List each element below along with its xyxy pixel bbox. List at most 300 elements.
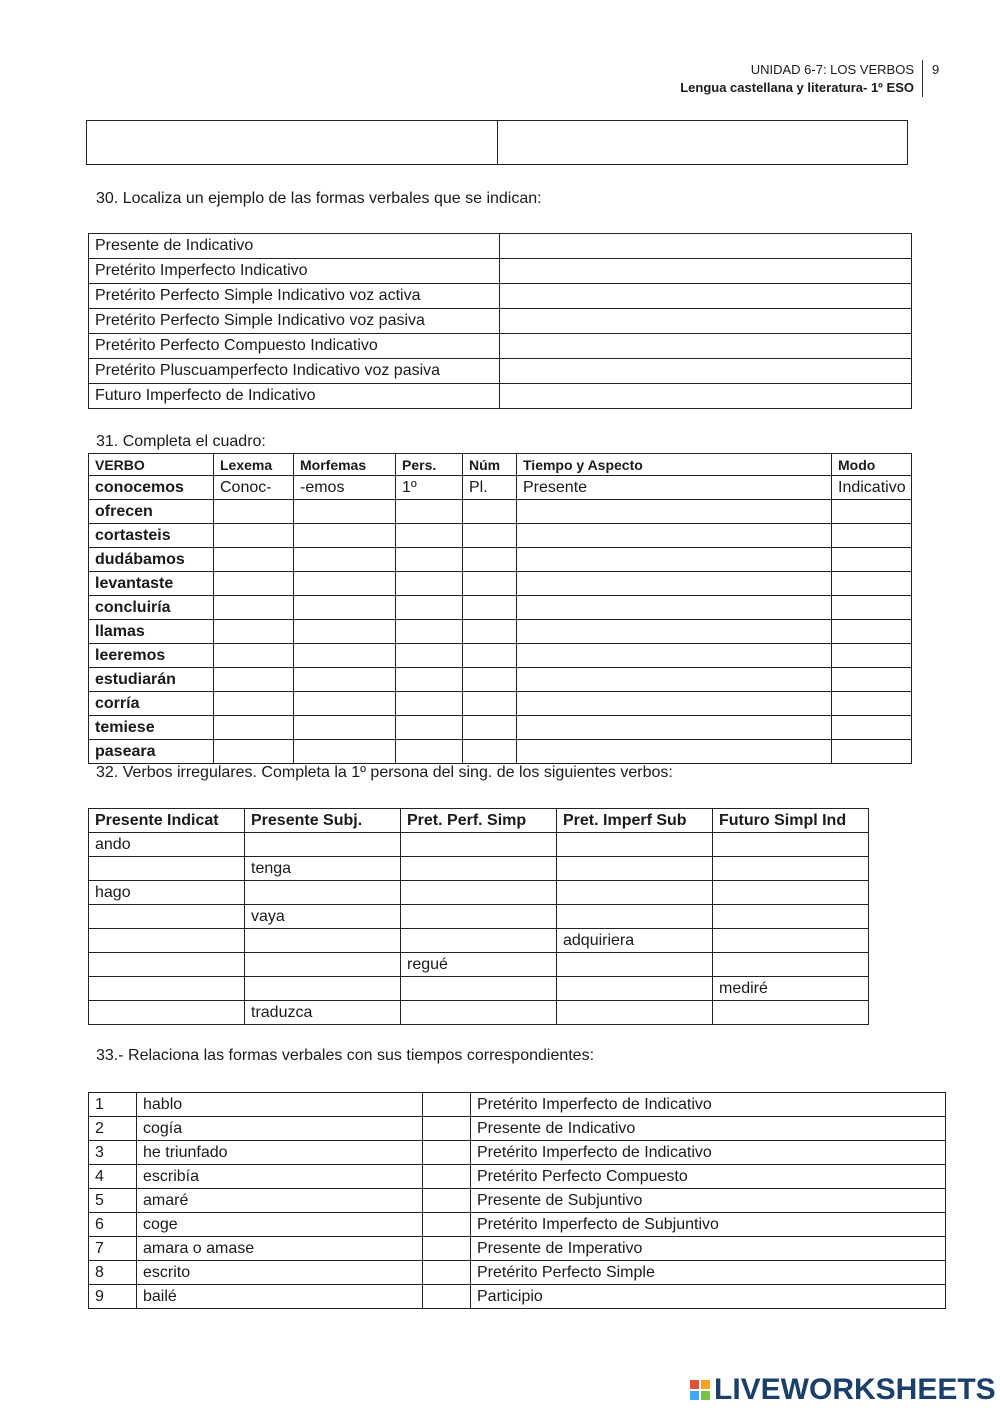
answer-input[interactable] [402, 503, 462, 521]
answer-cell[interactable] [396, 572, 463, 596]
answer-input[interactable] [402, 551, 462, 569]
answer-input[interactable] [300, 719, 395, 737]
answer-cell[interactable] [832, 596, 912, 620]
answer-input[interactable] [95, 1004, 244, 1022]
answer-input[interactable] [429, 1192, 470, 1210]
answer-input[interactable] [523, 551, 831, 569]
answer-input[interactable] [469, 503, 516, 521]
answer-cell[interactable] [463, 620, 517, 644]
answer-cell[interactable] [832, 740, 912, 764]
answer-input[interactable] [407, 932, 556, 950]
answer-input[interactable] [300, 527, 395, 545]
answer-cell[interactable] [463, 740, 517, 764]
answer-input[interactable] [402, 647, 462, 665]
column-header: Núm [463, 454, 517, 476]
answer-cell[interactable] [401, 1001, 557, 1025]
answer-input[interactable] [523, 623, 831, 641]
answer-input[interactable] [719, 908, 868, 926]
column-header: Modo [832, 454, 912, 476]
row-number: 1 [89, 1093, 137, 1117]
answer-cell[interactable] [557, 833, 713, 857]
verb-form: coge [137, 1213, 423, 1237]
answer-input[interactable] [838, 623, 911, 641]
verb-form: escribía [137, 1165, 423, 1189]
answer-input[interactable] [95, 908, 244, 926]
answer-cell[interactable] [832, 644, 912, 668]
answer-input[interactable] [220, 743, 293, 761]
answer-input[interactable] [407, 1004, 556, 1022]
answer-input[interactable] [838, 671, 911, 689]
answer-cell[interactable] [214, 716, 294, 740]
q30-title: 30. Localiza un ejemplo de las formas verbales que se indican: [96, 190, 542, 207]
answer-cell[interactable] [396, 740, 463, 764]
answer-input[interactable] [95, 956, 244, 974]
answer-input[interactable] [220, 623, 293, 641]
answer-input[interactable] [469, 719, 516, 737]
answer-cell[interactable] [396, 692, 463, 716]
table-row [89, 1261, 946, 1285]
answer-cell[interactable] [214, 500, 294, 524]
answer-input[interactable] [506, 262, 911, 280]
answer-cell[interactable] [401, 833, 557, 857]
column-header: Pret. Perf. Simp [401, 809, 557, 833]
column-header: Lexema [214, 454, 294, 476]
answer-input[interactable] [407, 980, 556, 998]
answer-cell[interactable] [214, 596, 294, 620]
column-header: Pers. [396, 454, 463, 476]
answer-input[interactable] [523, 743, 831, 761]
answer-cell[interactable] [401, 977, 557, 1001]
match-answer-cell[interactable] [423, 1213, 471, 1237]
answer-input[interactable] [95, 932, 244, 950]
answer-cell[interactable] [517, 716, 832, 740]
answer-input[interactable] [506, 287, 911, 305]
answer-cell[interactable] [713, 881, 869, 905]
answer-cell[interactable] [500, 384, 912, 409]
verb-cell: cortasteis [89, 524, 214, 548]
answer-cell[interactable] [463, 644, 517, 668]
verb-cell: concluiría [89, 596, 214, 620]
answer-input[interactable] [300, 695, 395, 713]
answer-cell[interactable] [713, 1001, 869, 1025]
answer-input[interactable] [506, 362, 911, 380]
answer-input[interactable] [469, 743, 516, 761]
answer-cell[interactable] [832, 548, 912, 572]
answer-cell[interactable] [294, 548, 396, 572]
answer-input[interactable] [469, 647, 516, 665]
answer-input[interactable] [523, 719, 831, 737]
verb-form: he triunfado [137, 1141, 423, 1165]
column-header: Morfemas [294, 454, 396, 476]
answer-cell[interactable] [500, 284, 912, 309]
answer-input[interactable] [523, 599, 831, 617]
match-answer-cell[interactable] [423, 1261, 471, 1285]
answer-input[interactable] [93, 134, 497, 152]
answer-cell[interactable] [463, 668, 517, 692]
answer-cell[interactable] [557, 1001, 713, 1025]
answer-cell[interactable] [517, 644, 832, 668]
match-answer-cell[interactable] [423, 1189, 471, 1213]
answer-input[interactable] [429, 1264, 470, 1282]
answer-input[interactable] [220, 599, 293, 617]
answer-cell[interactable] [396, 716, 463, 740]
table-row [89, 668, 912, 692]
answer-cell[interactable] [401, 905, 557, 929]
answer-cell[interactable] [463, 692, 517, 716]
table-header-row [89, 454, 912, 476]
answer-input[interactable] [523, 503, 831, 521]
answer-input[interactable] [838, 551, 911, 569]
answer-cell[interactable] [713, 953, 869, 977]
answer-cell[interactable] [245, 833, 401, 857]
given-verb-cell: vaya [245, 905, 401, 929]
answer-input[interactable] [402, 695, 462, 713]
verb-form: cogía [137, 1117, 423, 1141]
answer-input[interactable] [523, 671, 831, 689]
answer-cell[interactable] [832, 692, 912, 716]
answer-input[interactable] [251, 836, 400, 854]
answer-cell[interactable] [401, 929, 557, 953]
answer-cell[interactable] [214, 548, 294, 572]
answer-cell[interactable] [396, 644, 463, 668]
answer-cell[interactable] [463, 548, 517, 572]
answer-input[interactable] [563, 860, 712, 878]
answer-input[interactable] [523, 527, 831, 545]
answer-cell[interactable] [517, 596, 832, 620]
match-answer-cell[interactable] [423, 1093, 471, 1117]
table-row [89, 977, 869, 1001]
answer-input[interactable] [407, 836, 556, 854]
answer-input[interactable] [220, 647, 293, 665]
answer-cell[interactable] [517, 500, 832, 524]
verb-cell: dudábamos [89, 548, 214, 572]
answer-input[interactable] [429, 1168, 470, 1186]
answer-input[interactable] [506, 237, 911, 255]
answer-cell[interactable] [294, 668, 396, 692]
answer-cell[interactable] [517, 668, 832, 692]
answer-input[interactable] [251, 956, 400, 974]
answer-input[interactable] [563, 1004, 712, 1022]
answer-input[interactable] [300, 503, 395, 521]
answer-input[interactable] [523, 695, 831, 713]
column-header: Presente Indicat [89, 809, 245, 833]
answer-cell[interactable] [89, 857, 245, 881]
answer-cell[interactable] [396, 524, 463, 548]
answer-input[interactable] [719, 860, 868, 878]
row-number: 9 [89, 1285, 137, 1309]
answer-cell[interactable] [214, 668, 294, 692]
logo-text: LIVEWORKSHEETS [714, 1373, 996, 1406]
answer-cell[interactable] [396, 668, 463, 692]
example-cell: -emos [294, 476, 396, 500]
q33-title: 33.- Relaciona las formas verbales con sus tiempos correspondientes: [96, 1047, 595, 1064]
answer-input[interactable] [220, 527, 293, 545]
answer-cell[interactable] [832, 620, 912, 644]
answer-cell[interactable] [245, 881, 401, 905]
answer-input[interactable] [429, 1240, 470, 1258]
answer-cell[interactable] [517, 692, 832, 716]
answer-cell[interactable] [396, 596, 463, 620]
answer-cell[interactable] [214, 740, 294, 764]
answer-input[interactable] [719, 836, 868, 854]
answer-cell[interactable] [396, 500, 463, 524]
answer-input[interactable] [429, 1288, 470, 1306]
answer-cell[interactable] [89, 1001, 245, 1025]
column-header: VERBO [89, 454, 214, 476]
answer-input[interactable] [407, 884, 556, 902]
answer-input[interactable] [95, 860, 244, 878]
answer-input[interactable] [523, 647, 831, 665]
answer-cell[interactable] [89, 905, 245, 929]
answer-cell[interactable] [557, 857, 713, 881]
answer-input[interactable] [300, 647, 395, 665]
answer-input[interactable] [469, 671, 516, 689]
answer-input[interactable] [719, 1004, 868, 1022]
answer-input[interactable] [402, 719, 462, 737]
match-answer-cell[interactable] [423, 1165, 471, 1189]
answer-cell[interactable] [500, 259, 912, 284]
answer-cell[interactable] [401, 857, 557, 881]
table-row [89, 524, 912, 548]
tense-label: Pretérito Perfecto Simple [471, 1261, 946, 1285]
answer-input[interactable] [469, 599, 516, 617]
answer-cell[interactable] [557, 881, 713, 905]
answer-cell[interactable] [294, 596, 396, 620]
tense-label: Presente de Subjuntivo [471, 1189, 946, 1213]
answer-input[interactable] [220, 719, 293, 737]
answer-input[interactable] [523, 575, 831, 593]
answer-cell[interactable] [214, 572, 294, 596]
verb-cell: corría [89, 692, 214, 716]
example-row [89, 476, 912, 500]
answer-cell[interactable] [500, 334, 912, 359]
answer-input[interactable] [563, 980, 712, 998]
answer-cell[interactable] [557, 953, 713, 977]
answer-input[interactable] [506, 337, 911, 355]
answer-input[interactable] [300, 743, 395, 761]
row-number: 5 [89, 1189, 137, 1213]
answer-cell[interactable] [294, 572, 396, 596]
answer-cell[interactable] [294, 500, 396, 524]
answer-input[interactable] [429, 1096, 470, 1114]
answer-cell[interactable] [401, 881, 557, 905]
answer-input[interactable] [838, 527, 911, 545]
column-header: Pret. Imperf Sub [557, 809, 713, 833]
answer-input[interactable] [402, 527, 462, 545]
answer-cell[interactable] [832, 524, 912, 548]
answer-cell[interactable] [396, 620, 463, 644]
answer-cell[interactable] [396, 548, 463, 572]
tense-label: Pretérito Perfecto Compuesto [471, 1165, 946, 1189]
answer-cell[interactable] [294, 620, 396, 644]
answer-input[interactable] [469, 623, 516, 641]
answer-cell[interactable] [214, 692, 294, 716]
answer-input[interactable] [300, 671, 395, 689]
answer-cell[interactable] [832, 572, 912, 596]
given-verb-cell: adquiriera [557, 929, 713, 953]
answer-cell[interactable] [245, 953, 401, 977]
answer-cell[interactable] [89, 953, 245, 977]
answer-cell[interactable] [498, 121, 908, 165]
page-number: 9 [932, 62, 940, 77]
answer-input[interactable] [563, 908, 712, 926]
answer-cell[interactable] [500, 359, 912, 384]
table-row [89, 1285, 946, 1309]
answer-input[interactable] [506, 387, 911, 405]
answer-input[interactable] [719, 956, 868, 974]
unit-title: UNIDAD 6-7: LOS VERBOS [750, 62, 914, 77]
answer-input[interactable] [563, 956, 712, 974]
answer-cell[interactable] [463, 500, 517, 524]
answer-input[interactable] [838, 695, 911, 713]
answer-input[interactable] [506, 312, 911, 330]
answer-input[interactable] [300, 599, 395, 617]
answer-input[interactable] [563, 836, 712, 854]
answer-cell[interactable] [713, 905, 869, 929]
verb-form-label: Futuro Imperfecto de Indicativo [89, 384, 500, 409]
answer-input[interactable] [251, 884, 400, 902]
answer-input[interactable] [220, 671, 293, 689]
answer-input[interactable] [402, 575, 462, 593]
answer-cell[interactable] [214, 620, 294, 644]
answer-cell[interactable] [294, 644, 396, 668]
answer-cell[interactable] [89, 977, 245, 1001]
answer-cell[interactable] [463, 524, 517, 548]
table-row [89, 359, 912, 384]
answer-cell[interactable] [214, 644, 294, 668]
answer-input[interactable] [504, 134, 907, 152]
table-row [89, 881, 869, 905]
table-row [89, 309, 912, 334]
answer-cell[interactable] [517, 620, 832, 644]
answer-cell[interactable] [463, 596, 517, 620]
answer-input[interactable] [838, 575, 911, 593]
answer-input[interactable] [838, 503, 911, 521]
given-verb-cell: ando [89, 833, 245, 857]
example-cell: Pl. [463, 476, 517, 500]
answer-cell[interactable] [89, 929, 245, 953]
answer-input[interactable] [429, 1144, 470, 1162]
answer-input[interactable] [563, 884, 712, 902]
answer-input[interactable] [838, 743, 911, 761]
table-row [89, 929, 869, 953]
table-row [89, 857, 869, 881]
verb-form-label: Pretérito Perfecto Simple Indicativo voz pasiva [89, 309, 500, 334]
answer-input[interactable] [407, 860, 556, 878]
answer-cell[interactable] [517, 548, 832, 572]
answer-cell[interactable] [463, 716, 517, 740]
answer-input[interactable] [469, 551, 516, 569]
answer-cell[interactable] [517, 572, 832, 596]
answer-input[interactable] [469, 695, 516, 713]
answer-cell[interactable] [557, 977, 713, 1001]
answer-input[interactable] [251, 932, 400, 950]
table-row [89, 1165, 946, 1189]
answer-cell[interactable] [294, 524, 396, 548]
answer-cell[interactable] [832, 500, 912, 524]
example-cell: Indicativo [832, 476, 912, 500]
answer-cell[interactable] [500, 309, 912, 334]
answer-cell[interactable] [517, 740, 832, 764]
column-header: Futuro Simpl Ind [713, 809, 869, 833]
answer-cell[interactable] [517, 524, 832, 548]
q33-table [88, 1092, 946, 1309]
answer-cell[interactable] [294, 740, 396, 764]
answer-cell[interactable] [214, 524, 294, 548]
verb-cell: temiese [89, 716, 214, 740]
match-answer-cell[interactable] [423, 1285, 471, 1309]
tense-label: Pretérito Imperfecto de Indicativo [471, 1141, 946, 1165]
q32-title: 32. Verbos irregulares. Completa la 1º persona del sing. de los siguientes verbos: [96, 764, 673, 781]
answer-input[interactable] [469, 575, 516, 593]
answer-input[interactable] [220, 575, 293, 593]
table-row [89, 500, 912, 524]
answer-cell[interactable] [832, 668, 912, 692]
answer-input[interactable] [300, 575, 395, 593]
answer-input[interactable] [838, 647, 911, 665]
example-cell: 1º [396, 476, 463, 500]
tense-label: Presente de Indicativo [471, 1117, 946, 1141]
answer-cell[interactable] [713, 857, 869, 881]
answer-input[interactable] [220, 503, 293, 521]
answer-input[interactable] [402, 623, 462, 641]
answer-cell[interactable] [500, 234, 912, 259]
answer-cell[interactable] [87, 121, 498, 165]
answer-cell[interactable] [713, 929, 869, 953]
answer-cell[interactable] [245, 977, 401, 1001]
answer-cell[interactable] [463, 572, 517, 596]
answer-input[interactable] [220, 551, 293, 569]
answer-input[interactable] [220, 695, 293, 713]
answer-input[interactable] [300, 623, 395, 641]
table-row [89, 259, 912, 284]
table-row [89, 284, 912, 309]
match-answer-cell[interactable] [423, 1117, 471, 1141]
answer-input[interactable] [838, 599, 911, 617]
verb-form: amara o amase [137, 1237, 423, 1261]
answer-cell[interactable] [713, 833, 869, 857]
table-row [89, 1093, 946, 1117]
answer-input[interactable] [719, 884, 868, 902]
answer-input[interactable] [719, 932, 868, 950]
answer-cell[interactable] [832, 716, 912, 740]
answer-cell[interactable] [294, 692, 396, 716]
answer-input[interactable] [402, 599, 462, 617]
answer-input[interactable] [469, 527, 516, 545]
answer-input[interactable] [402, 671, 462, 689]
answer-cell[interactable] [245, 929, 401, 953]
match-answer-cell[interactable] [423, 1237, 471, 1261]
verb-form: hablo [137, 1093, 423, 1117]
answer-input[interactable] [300, 551, 395, 569]
answer-input[interactable] [251, 980, 400, 998]
table-row [89, 1141, 946, 1165]
answer-input[interactable] [95, 980, 244, 998]
verb-form: escrito [137, 1261, 423, 1285]
row-number: 8 [89, 1261, 137, 1285]
row-number: 4 [89, 1165, 137, 1189]
answer-input[interactable] [402, 743, 462, 761]
row-number: 7 [89, 1237, 137, 1261]
q31-table [88, 453, 912, 764]
match-answer-cell[interactable] [423, 1141, 471, 1165]
answer-input[interactable] [429, 1120, 470, 1138]
answer-cell[interactable] [294, 716, 396, 740]
answer-input[interactable] [407, 908, 556, 926]
answer-cell[interactable] [557, 905, 713, 929]
answer-input[interactable] [429, 1216, 470, 1234]
answer-input[interactable] [838, 719, 911, 737]
